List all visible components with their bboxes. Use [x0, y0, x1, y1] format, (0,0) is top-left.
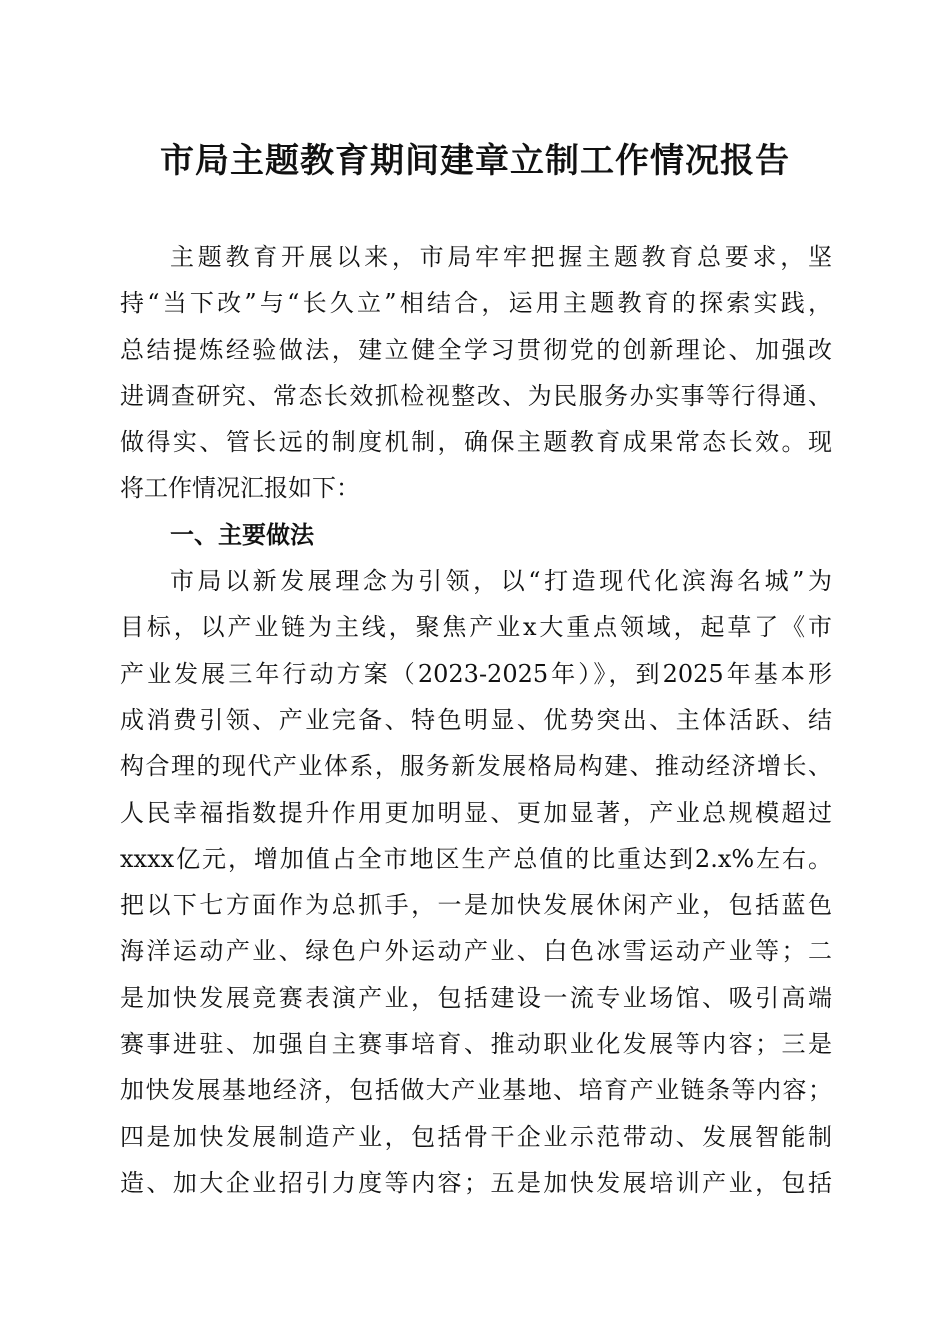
intro-line: 将工作情况汇报如下： — [120, 474, 360, 503]
intro-line: 总结提炼经验做法，建立健全学习贯彻党的创新理论、加强改 — [120, 335, 832, 364]
section-line: 海洋运动产业、绿色户外运动产业、白色冰雪运动产业等；二 — [120, 937, 832, 966]
section-line: 把以下七方面作为总抓手，一是加快发展休闲产业，包括蓝色 — [120, 891, 832, 920]
section-line: 造、加大企业招引力度等内容；五是加快发展培训产业，包括 — [120, 1168, 832, 1197]
section-line: 四是加快发展制造产业，包括骨干企业示范带动、发展智能制 — [120, 1122, 832, 1151]
section-heading: 一、主要做法 — [170, 520, 314, 549]
intro-line: 做得实、管长远的制度机制，确保主题教育成果常态长效。现 — [120, 428, 832, 457]
section-line: 目标，以产业链为主线，聚焦产业x大重点领域，起草了《市 — [120, 613, 832, 642]
intro-line: 主题教育开展以来，市局牢牢把握主题教育总要求，坚 — [170, 243, 832, 271]
section-line: 成消费引领、产业完备、特色明显、优势突出、主体活跃、结 — [120, 705, 832, 734]
section-line: 产业发展三年行动方案（2023-2025年）》，到2025年基本形 — [120, 659, 832, 688]
section-line: 加快发展基地经济，包括做大产业基地、培育产业链条等内容； — [120, 1076, 832, 1105]
document-body — [120, 234, 832, 1206]
section-line: 赛事进驻、加强自主赛事培育、推动职业化发展等内容；三是 — [120, 1030, 832, 1059]
intro-line: 持“当下改”与“长久立”相结合，运用主题教育的探索实践， — [120, 289, 832, 318]
document-title: 市局主题教育期间建章立制工作情况报告 — [160, 141, 790, 181]
intro-line: 进调查研究、常态长效抓检视整改、为民服务办实事等行得通、 — [120, 381, 832, 410]
section-line: 市局以新发展理念为引领，以“打造现代化滨海名城”为 — [170, 567, 832, 596]
section-line: 是加快发展竞赛表演产业，包括建设一流专业场馆、吸引高端 — [120, 983, 832, 1012]
section-line: xxxx亿元，增加值占全市地区生产总值的比重达到2.x%左右。 — [120, 844, 832, 873]
section-line: 构合理的现代产业体系，服务新发展格局构建、推动经济增长、 — [120, 752, 832, 781]
section-line: 人民幸福指数提升作用更加明显、更加显著，产业总规模超过 — [120, 798, 832, 827]
